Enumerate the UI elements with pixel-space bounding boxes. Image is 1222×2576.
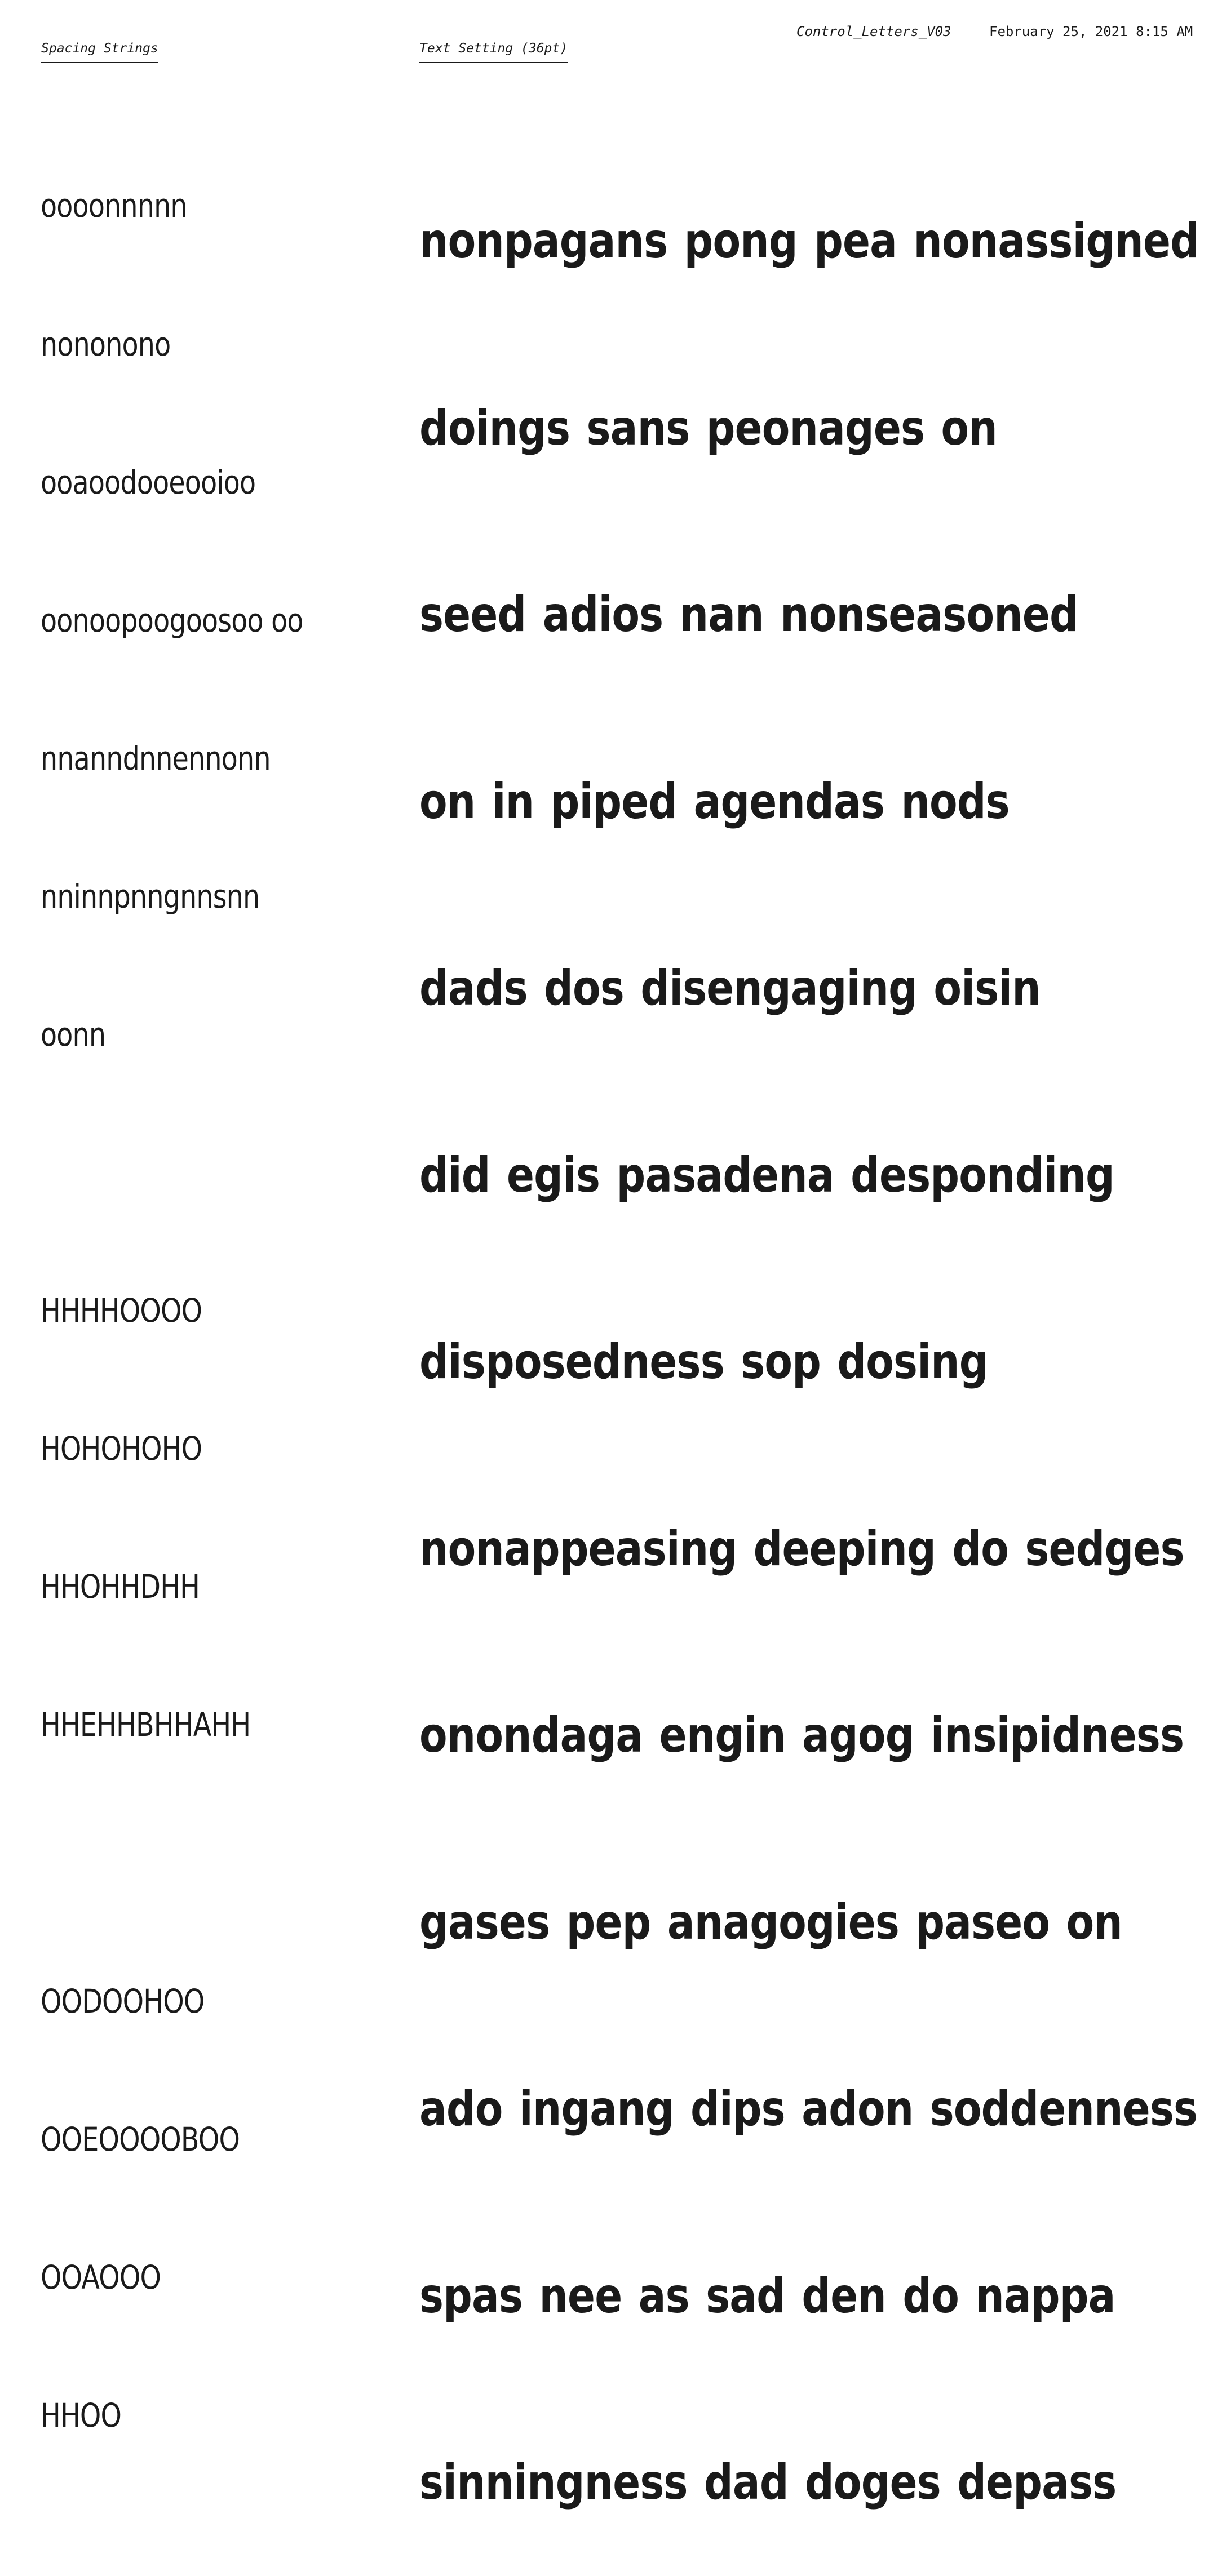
text-setting-line: on in piped agendas nods xyxy=(419,773,1010,830)
timestamp: February 25, 2021 8:15 AM xyxy=(989,24,1193,39)
spacing-string-line: HHEHHBHHAHH xyxy=(41,1706,251,1744)
spacing-string-line: ooaoodooeooioo xyxy=(41,463,256,501)
spacing-strings-list xyxy=(41,91,327,2485)
spacing-string-line: oooonnnnn xyxy=(41,186,187,225)
spacing-string-line: HHHHOOOO xyxy=(41,1291,202,1330)
spacing-string-spacer xyxy=(41,1841,327,1887)
spacing-string-line: oonn xyxy=(41,1015,106,1054)
spacing-string-line: OOAOOO xyxy=(41,2258,161,2297)
spacing-string-line: HHOHHDHH xyxy=(41,1567,200,1606)
spacing-string-line: HOHOHOHO xyxy=(41,1429,202,1468)
spacing-string-line: oonoopoogoosoo oo xyxy=(41,601,303,639)
spacing-string-line: OOEOOOOBOO xyxy=(41,2120,240,2158)
text-setting-line: dads dos disengaging oisin xyxy=(419,960,1041,1016)
text-setting-line: ado ingang dips adon soddenness xyxy=(419,2081,1198,2137)
text-setting-line: spas nee as sad den do nappa xyxy=(419,2267,1115,2324)
text-setting-line: seed adios nan nonseasoned xyxy=(419,587,1078,643)
text-setting-line: doings sans peonages on xyxy=(419,399,997,456)
text-setting-label: Text Setting (36pt) xyxy=(419,41,568,63)
spacing-string-line: HHOO xyxy=(41,2396,122,2435)
spacing-string-line: nninnpnngnnsnn xyxy=(41,877,260,916)
spacing-strings-label: Spacing Strings xyxy=(41,41,158,63)
text-setting-line: nonpagans pong pea nonassigned xyxy=(419,213,1199,269)
spacing-string-line: nononono xyxy=(41,325,171,363)
text-setting-line: gases pep anagogies paseo on xyxy=(419,1894,1122,1951)
text-setting-line: nonappeasing deeping do sedges xyxy=(419,1520,1184,1577)
text-setting-line: sinningness dad doges depass xyxy=(419,2454,1117,2511)
spacing-string-spacer xyxy=(41,1150,327,1196)
file-name: Control_Letters_V03 xyxy=(796,24,951,39)
text-setting-line: disposedness sop dosing xyxy=(419,1334,988,1390)
text-setting-line: did egis pasadena desponding xyxy=(419,1147,1114,1203)
text-setting-line: onondaga engin agog insipidness xyxy=(419,1707,1184,1764)
spacing-string-line: OODOOHOO xyxy=(41,1982,205,2020)
spacing-string-line: nnanndnnennonn xyxy=(41,739,271,778)
text-setting-block xyxy=(419,86,1199,2576)
